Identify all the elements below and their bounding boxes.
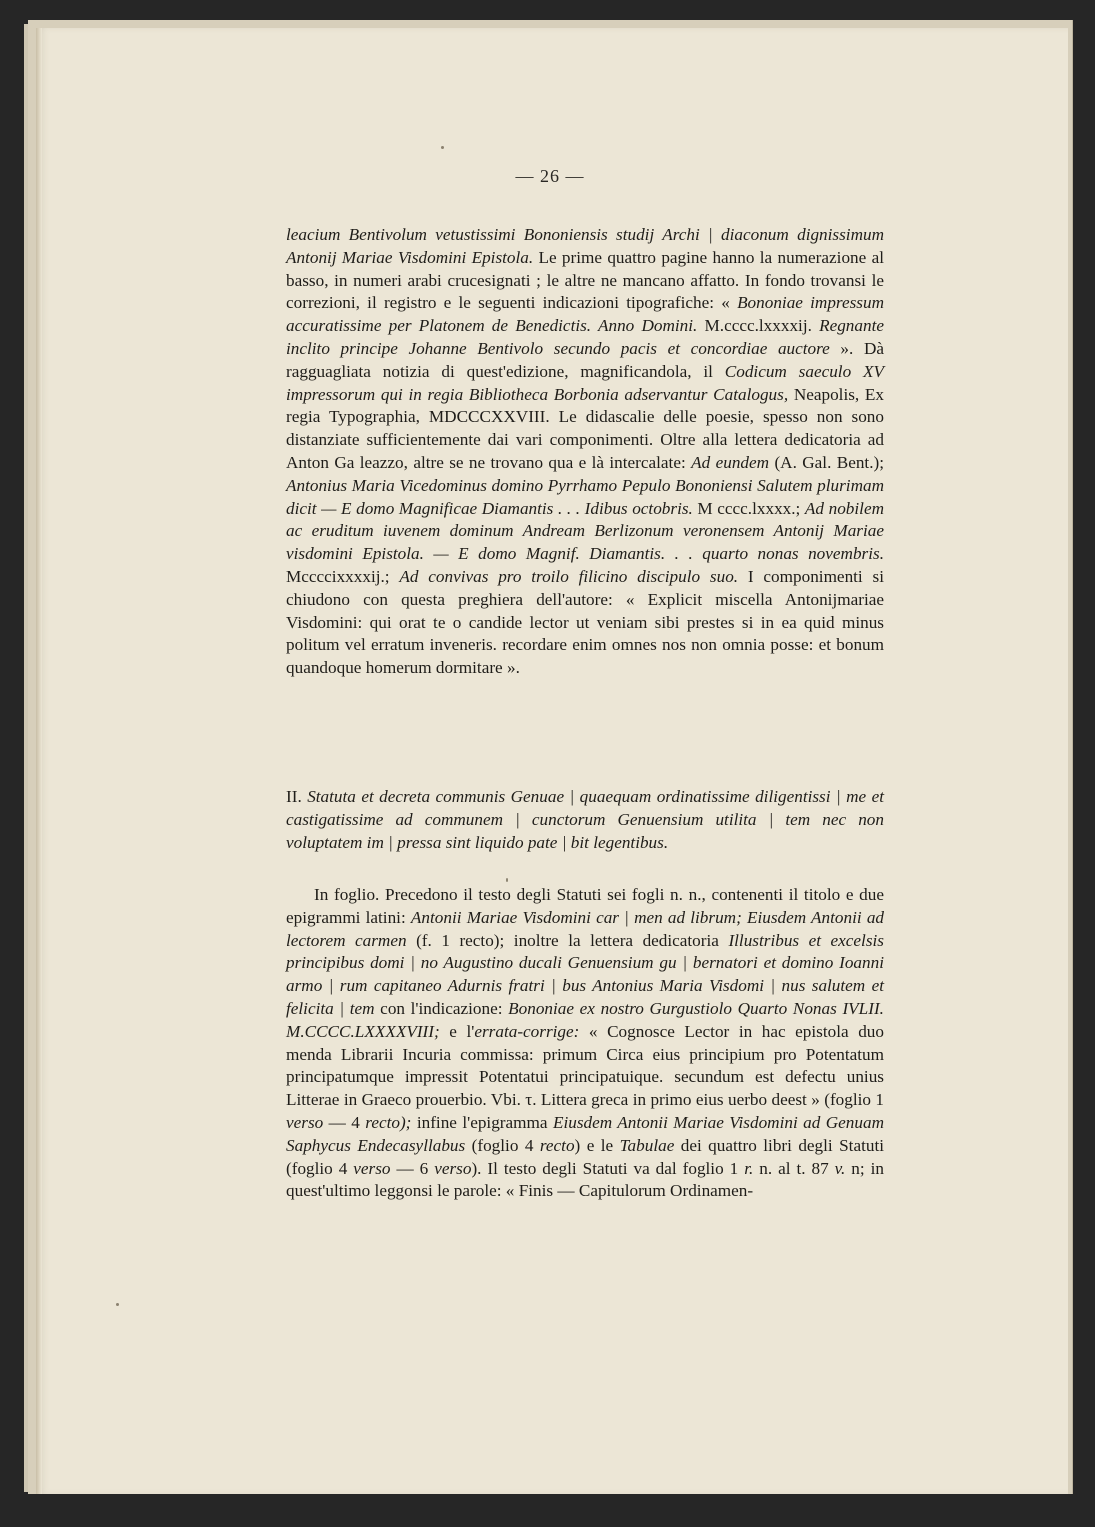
text-run: ». Dà ragguagliata notizia di quest'edizione, magnificandola, il <box>286 338 884 381</box>
text-run: n; in quest'ultimo leggonsi le parole: « Finis — Capitulorum Ordinamen- <box>286 1158 884 1201</box>
italic-term: verso <box>353 1158 391 1178</box>
text-run: e l' <box>439 1021 475 1041</box>
text-run: « Cognosce Lector in hac epistola duo menda Librarii Incuria commissa: primum Circa eius principium pro Potentatum principatumque impressit Potentatui principatuique. secundum est defectu unius Litterae in Graeco prouerbio. Vbi. τ. Littera greca in primo eius uerbo deest » (foglio 1 <box>286 1021 884 1110</box>
text-run: Neapolis, Ex regia Typographia, MDCCCXXVIII. Le didascalie delle poesie, spesso non sono distanziate sufficientemente dai vari componimenti. Oltre alla lettera dedicatoria ad Anton Ga leazzo, altre se ne trovano qua e là intercalate: <box>286 384 884 472</box>
italic-title: Illustribus et excelsis principibus domi | no Augustino ducali Genuensium gu | bernatori et domino Ioanni armo | rum capitaneo Adurnis fratri | bus Antonius Maria Visdomi | nus salutem et felicita | tem <box>286 930 884 1018</box>
italic-heading: Antonius Maria Vicedominus domino Pyrrhamo Pepulo Bononiensi Salutem plurimam dicit — E domo Magnificae Diamantis . . . Idibus octobris. <box>286 475 884 518</box>
text-run: I componimenti si chiudono con questa preghiera dell'autore: « Explicit miscella Antonijmariae Visdomini: qui orat te o candide lector ut veniam sibi prestes si in ea quid minus politum vel erratum inveneris. recordare enim omnes nos non omnia posse: et bonum quandoque homerum dormitare ». <box>286 566 884 678</box>
italic-heading: Ad eundem <box>691 452 770 472</box>
paper-speck <box>116 1303 119 1306</box>
italic-title: Antonii Mariae Visdomini car | men ad librum; Eiusdem Antonii ad lectorem carmen <box>286 907 885 950</box>
text-run: (A. Gal. Bent.); <box>769 452 885 472</box>
italic-term: errata-corrige: <box>474 1021 580 1041</box>
page-number: — 26 — <box>515 166 585 186</box>
text-run: — 4 <box>323 1112 366 1132</box>
italic-title: Eiusdem Antonii Mariae Visdomini ad Genuam Saphycus Endecasyllabus <box>286 1112 884 1155</box>
italic-catalogue: Codicum saeculo XV impressorum qui in regia Bibliotheca Borbonia adservantur Catalogus, <box>286 361 885 404</box>
text-run: (f. 1 recto); inoltre la lettera dedicatoria <box>406 930 729 950</box>
text-run: (foglio 4 <box>465 1135 540 1155</box>
paragraph-entry-2-title <box>286 786 884 854</box>
text-run: con l'indicazione: <box>374 998 509 1018</box>
text-run: ) e le <box>574 1135 620 1155</box>
italic-title: Statuta et decreta communis Genuae | quaequam ordinatissime diligentissi | me et castigatissime ad communem | cunctorum Genuensium utilita | tem nec non voluptatem im | pressa sint liquido pate | bit legentibus. <box>286 787 884 852</box>
paper-speck <box>506 878 508 882</box>
italic-colophon: Bononiae impressum accuratissime per Platonem de Benedictis. Anno Domini. <box>286 293 884 336</box>
text-run: M cccc.lxxxx.; <box>692 498 805 518</box>
italic-heading: Ad convivas pro troilo filicino discipulo suo. <box>399 566 739 586</box>
text-run: Le prime quattro pagine hanno la numerazione al basso, in numeri arabi crucesignati ; le altre ne mancano affatto. In fondo trovansi le correzioni, il registro e le seguenti indicazioni tipografiche: « <box>286 247 884 313</box>
text-run: M.cccc.lxxxxij. <box>697 316 820 336</box>
paper-speck <box>441 146 444 149</box>
italic-colophon: Regnante inclito principe Johanne Bentivolo secundo pacis et concordiae auctore <box>286 316 884 358</box>
italic-term: recto); <box>365 1112 412 1132</box>
italic-title: leacium Bentivolum vetustissimi Bononiensis studij Archi | diaconum dignissimum Antonij Mariae Visdomini Epistola. <box>286 225 884 267</box>
italic-term: verso <box>286 1112 324 1132</box>
text-run: — 6 <box>390 1158 435 1178</box>
italic-term: v. <box>834 1158 846 1178</box>
italic-term: Tabulae <box>619 1135 675 1155</box>
entry-number: II. <box>286 787 308 806</box>
text-run: dei quattro libri degli Statuti (foglio 4 <box>286 1135 884 1178</box>
text-run: infine l'epigramma <box>411 1112 553 1132</box>
paragraph-entry-2-description <box>286 884 884 1203</box>
text-run: n. al t. 87 <box>753 1158 835 1178</box>
text-run: ). Il testo degli Statuti va dal foglio 1 <box>471 1158 745 1178</box>
paragraph-entry-1-continuation <box>286 224 884 680</box>
italic-colophon: Bononiae ex nostro Gurgustiolo Quarto Nonas IVLII. M.CCCC.LXXXXVIII; <box>286 998 884 1041</box>
italic-heading: Ad nobilem ac eruditum iuvenem dominum Andream Berlizonum veronensem Antonij Mariae visdomini Epistola. — E domo Magnif. Diamantis. . . quarto nonas novembris. <box>286 498 884 564</box>
italic-term: recto <box>539 1135 575 1155</box>
text-run: Mccccixxxxij.; <box>286 566 400 586</box>
text-run: In foglio. Precedono il testo degli Statuti sei fogli n. n., contenenti il titolo e due epigrammi latini: <box>286 885 884 927</box>
italic-term: r. <box>744 1158 754 1178</box>
italic-term: verso <box>434 1158 472 1178</box>
